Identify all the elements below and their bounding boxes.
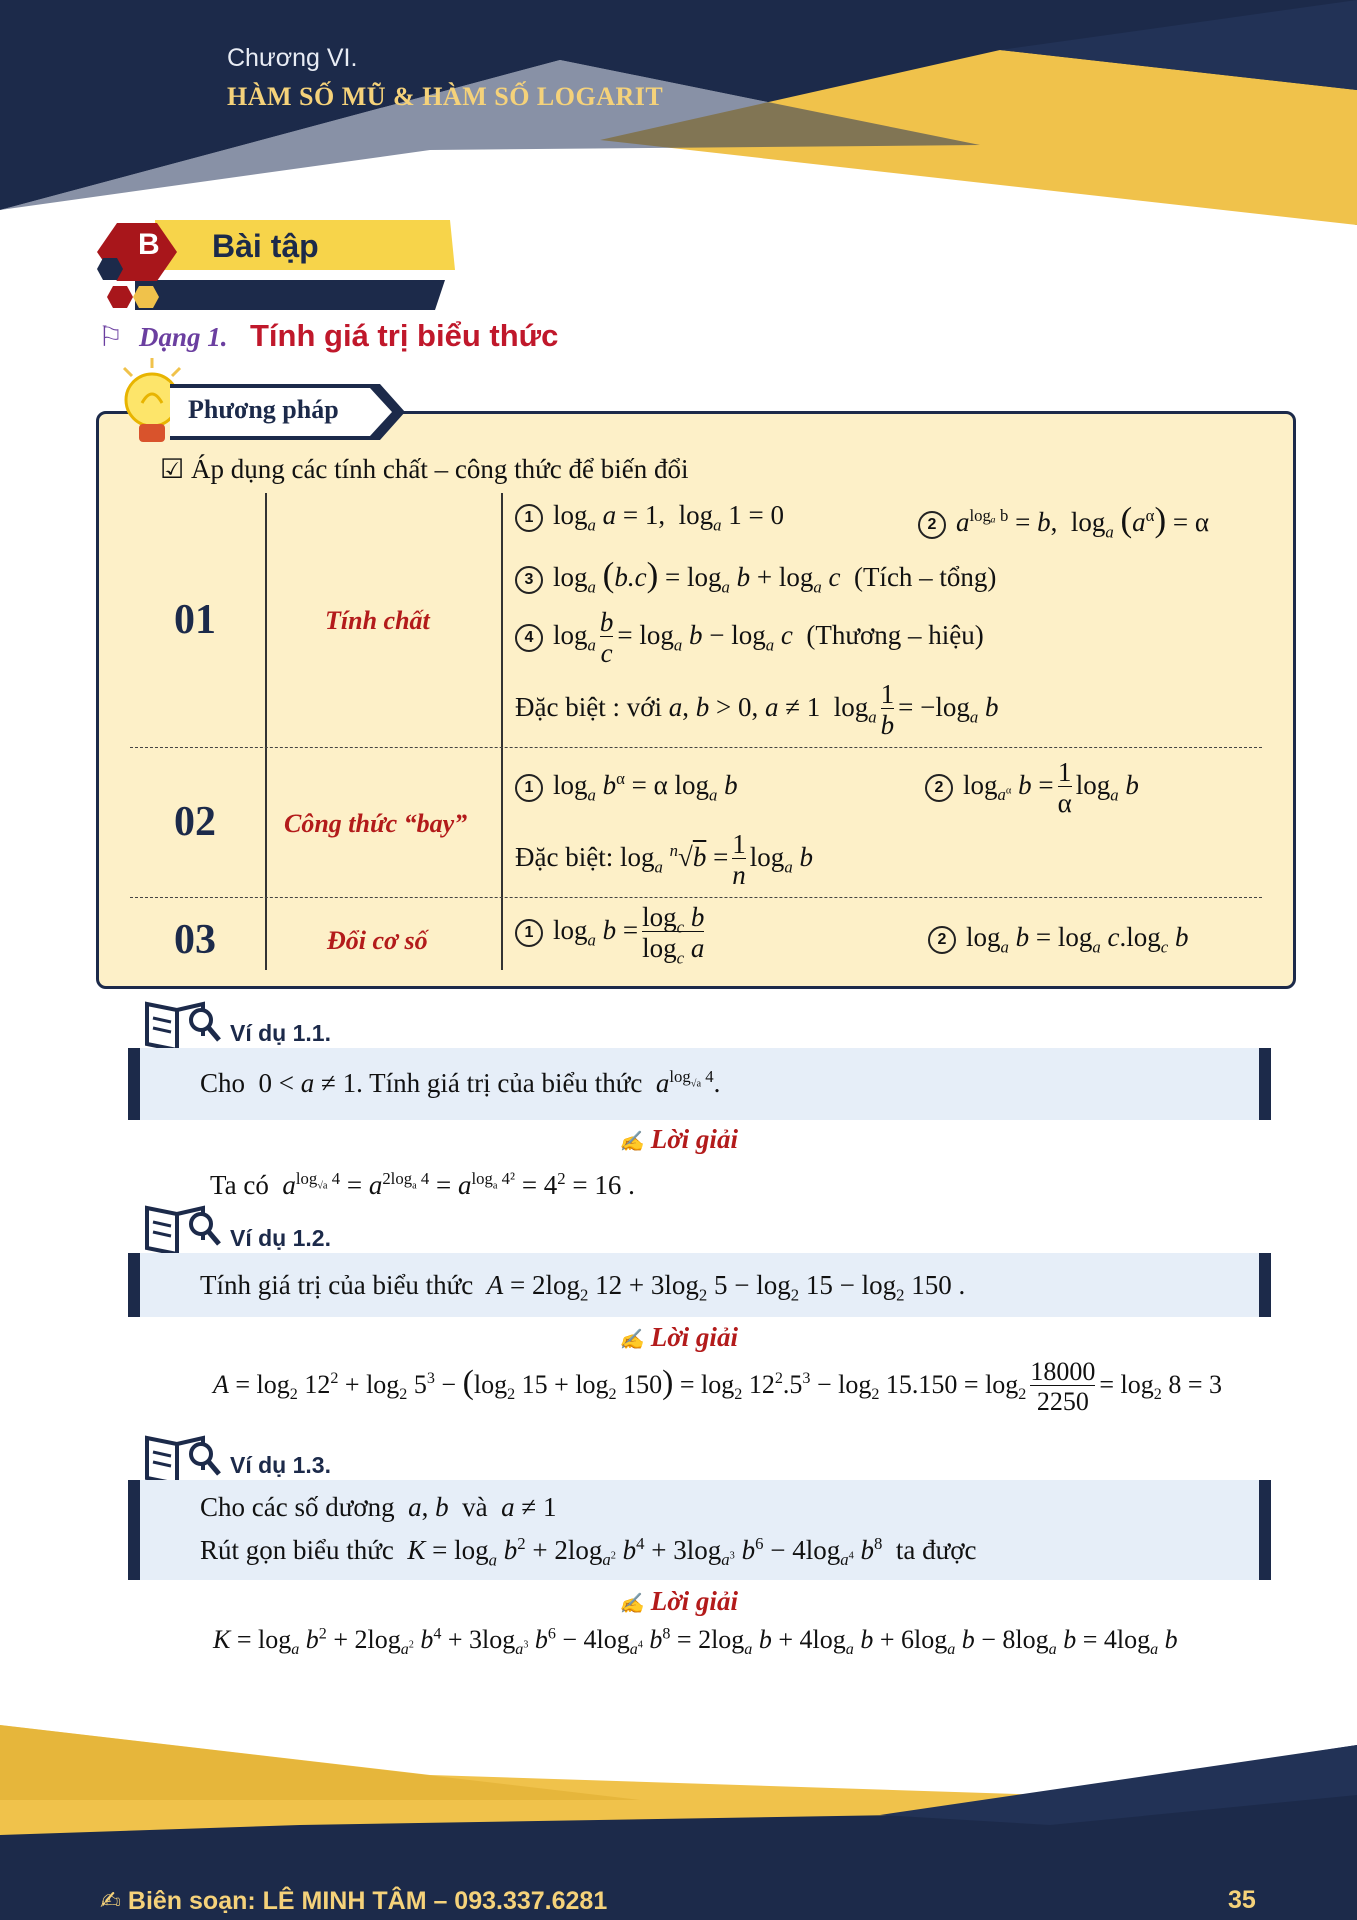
pen-icon: ✍: [619, 1593, 644, 1615]
table-row-divider-1: [130, 747, 1262, 748]
example-1-3-q-line1b-text: và: [462, 1492, 488, 1522]
example-1-2-question: Tính giá trị của biểu thức $A = 2\log_2$ $12 + 3\log_2$ $5 - \log_2 15 - \log_2 150$ .: [200, 1270, 966, 1305]
formula-2-1: 1 $\log_a b^\alpha = \alpha$ $\log_a b$: [515, 770, 738, 802]
example-1-2-solution-heading: [0, 1322, 1357, 1353]
tich-tong-note: (Tích – tổng): [853, 562, 997, 592]
method-intro: ☑ Áp dụng các tính chất – công thức để biến đổi: [160, 454, 689, 484]
example-1-1-question: Cho 0 < a ≠ 1. Tính giá trị của biểu thức $a^{log_{√a} 4}$.: [200, 1067, 721, 1098]
thuong-hieu-note: (Thương – hiệu): [806, 620, 984, 651]
pen-icon: ✍: [619, 1131, 644, 1153]
formula-3-1: 1 $\log_a b$ = $\frac{\log_c b}{\log_c a}$: [515, 903, 708, 963]
row-number-02: 02: [174, 799, 216, 845]
formula-3-2: 2 $\log_a b = \log_a c.\log_c$ b: [928, 922, 1188, 954]
formula-1-1: 1 $\log_a a = 1$, $\log_a 1 = 0$: [515, 500, 784, 532]
example-1-3-label: Ví dụ 1.3.: [230, 1452, 331, 1478]
example-1-3-q-line2b-text: ta được: [895, 1535, 977, 1565]
table-row-divider-2: [130, 897, 1262, 898]
example-1-3-question-line2: Rút gọn biểu thức $K = \log_a b^2 + 2\log_{a^2}$ $b^4 + 3\log_{a^3}$ $b^6 - 4\log_{a^4}$ $b^8$ ta được: [200, 1534, 977, 1570]
example-1-1-label: Ví dụ 1.1.: [230, 1020, 331, 1046]
pen-icon: ✍: [619, 1329, 644, 1351]
formula-1-special: Đặc biệt : với a, b > 0, a ≠ 1 $\log_a$ $\frac{1}{b}$ = $-\log_a$ b: [515, 679, 999, 741]
example-1-1-solution: Ta có $a^{log_{√a} 4} = a^{2log_a 4} = a^{log_a 4^2} = 4^2 = 16$ .: [210, 1169, 635, 1200]
formula-2-2: 2 $\log_{a^\alpha} b$ = $\frac{1}{\alpha}$ $\log_a b$: [925, 758, 1139, 818]
table-col-divider-2: [501, 493, 503, 970]
chapter-label: Chương VI.: [227, 44, 358, 72]
page-number: 35: [1228, 1886, 1256, 1914]
example-1-3-question-line1: Cho các số dương a, b và a ≠ 1: [200, 1492, 557, 1522]
book-magnifier-icon: [143, 996, 223, 1056]
method-tab-label: Phương pháp: [188, 395, 339, 424]
example-1-3-q-line1-text: Cho các số dương: [200, 1492, 395, 1522]
flag-icon: ⚐: [98, 322, 124, 353]
row-number-03: 03: [174, 917, 216, 963]
chapter-title: HÀM SỐ MŨ & HÀM SỐ LOGARIT: [227, 82, 664, 111]
header-background: [0, 0, 1357, 240]
footer-author-text: Biên soạn: LÊ MINH TÂM – 093.337.6281: [127, 1887, 608, 1915]
example-1-3-solution-heading: [0, 1586, 1357, 1617]
example-1-2-solution-label: Lời giải: [650, 1322, 738, 1352]
dac-biet-label: Đặc biệt:: [515, 842, 614, 873]
example-1-1-q-text2: . Tính giá trị của biểu thức: [356, 1068, 643, 1098]
example-1-2-solution: $A = \log_2 12^2 + \log_2 5^3 - (\log_2$ $15 + \log_2 150) = \log_2 12^2.5^3 - \log_2 15.150 = \log_2$ $\frac{18000}{2250}$ = $\log_2 8 = 3$: [213, 1357, 1222, 1417]
row-name-cong-thuc-bay: Công thức “bay”: [284, 809, 468, 838]
row-name-tinh-chat: Tính chất: [325, 606, 430, 635]
formula-1-3: 3 $\log_a (b.c) = \log_a b + \log_a c$ (Tích – tổng): [515, 555, 996, 595]
dac-biet-voi-label: Đặc biệt : với: [515, 692, 662, 723]
formula-2-special: Đặc biệt: $\log_a ^n√b$ = $\frac{1}{n}$ $\log_a b$: [515, 829, 813, 891]
example-1-1-solution-label: Lời giải: [650, 1124, 738, 1154]
example-1-1-sol-prefix: Ta có: [210, 1170, 269, 1200]
row-number-01: 01: [174, 597, 216, 643]
example-1-1-q-text: Cho: [200, 1068, 246, 1098]
dang-label: Dạng 1.: [139, 322, 228, 352]
pen-icon: ✍: [100, 1887, 121, 1915]
formula-1-2: 2 $a^{log_a b} = b$, $\log_a (a^\alpha) = \alpha$: [918, 500, 1209, 540]
row-name-doi-co-so: Đổi cơ số: [327, 926, 428, 955]
example-1-3-solution: $K = \log_a b^2 + 2\log_{a^2}$ $b^4 + 3\log_{a^3}$ $b^6 - 4\log_{a^4}$ $b^8 = 2\log_a$ $b + 4\log_a$ $b + 6\log_a$ $b - 8\log_a$ $b = 4\log_a$ b: [213, 1625, 1178, 1659]
example-1-2-q-text: Tính giá trị của biểu thức: [200, 1270, 474, 1300]
dang-title: Tính giá trị biểu thức: [250, 318, 559, 353]
section-title: Bài tập: [212, 228, 319, 264]
example-1-3-solution-label: Lời giải: [650, 1586, 738, 1616]
example-1-2-label: Ví dụ 1.2.: [230, 1225, 331, 1251]
formula-1-4: 4 $\log_a$ $\frac{b}{c}$ = $\log_a b - \log_a c$ (Thương – hiệu): [515, 608, 984, 668]
section-badge: B: [138, 228, 160, 261]
example-1-1-solution-heading: [0, 1124, 1357, 1155]
footer-author: [100, 1886, 607, 1916]
example-1-3-q-line2-text: Rút gọn biểu thức: [200, 1535, 394, 1565]
book-magnifier-icon: [143, 1200, 223, 1260]
table-col-divider-1: [265, 493, 267, 970]
